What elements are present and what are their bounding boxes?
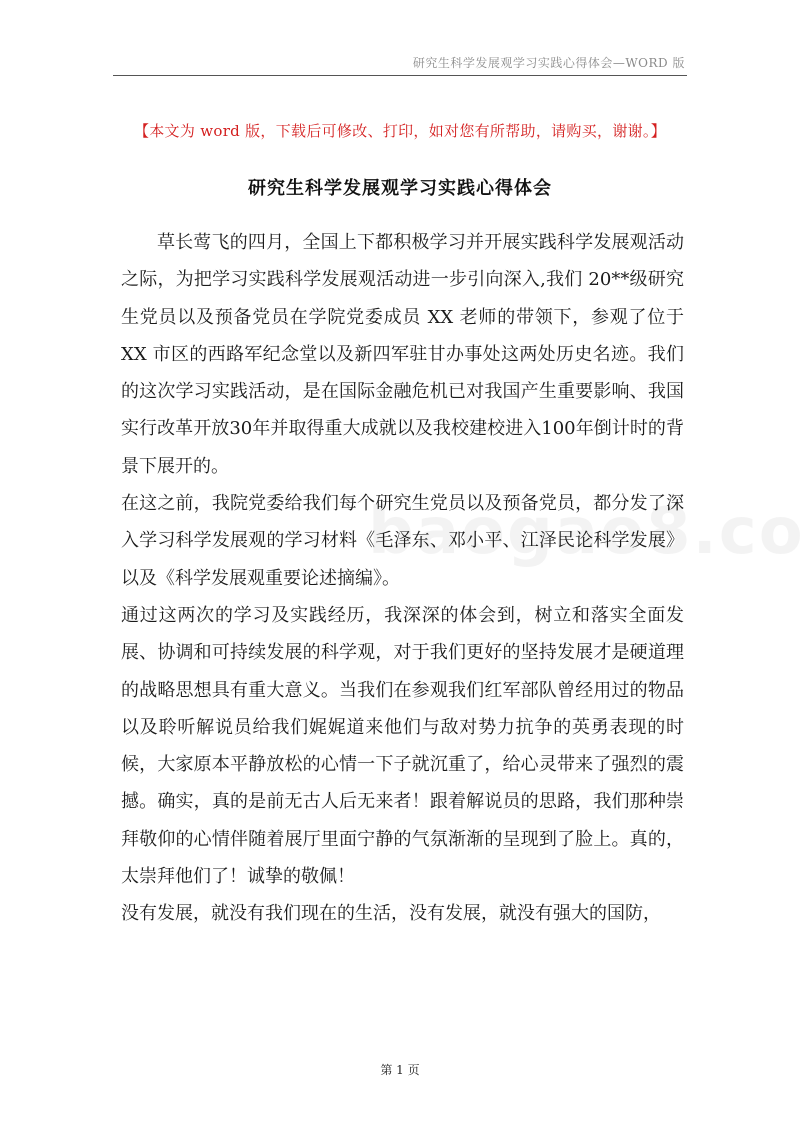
purchase-notice: 【本文为 word 版，下载后可修改、打印，如对您有所帮助，请购买，谢谢。】: [133, 122, 667, 140]
document-body: [121, 224, 684, 933]
paragraph: 通过这两次的学习及实践经历，我深深的体会到，树立和落实全面发展、协调和可持续发展的科学观，对于我们更好的坚持发展才是硬道理的战略思想具有重大意义。当我们在参观我们红军部队曾经用过的物品以及聆听解说员给我们娓娓道来他们与敌对势力抗争的英勇表现的时候，大家原本平静放松的心情一下子就沉重了，给心灵带来了强烈的震撼。确实，真的是前无古人后无来者！跟着解说员的思路，我们那种崇拜敬仰的心情伴随着展厅里面宁静的气氛渐渐的呈现到了脸上。真的，太崇拜他们了！诚挚的敬佩！: [121, 604, 684, 888]
header-divider: [113, 75, 687, 76]
page-number: 第 1 页: [380, 1063, 420, 1077]
paragraph: 没有发展，就没有我们现在的生活，没有发展，就没有强大的国防，: [121, 903, 661, 925]
document-title: 研究生科学发展观学习实践心得体会: [248, 178, 552, 199]
paragraph: 在这之前，我院党委给我们每个研究生党员以及预备党员，都分发了深入学习科学发展观的学习材料《毛泽东、邓小平、江泽民论科学发展》以及《科学发展观重要论述摘编》。: [121, 493, 684, 589]
paragraph: 草长莺飞的四月，全国上下都积极学习并开展实践科学发展观活动之际，为把学习实践科学发展观活动进一步引向深入,我们 20**级研究生党员以及预备党员在学院党委成员 XX 老师的带领下，参观了位于 XX 市区的西路军纪念堂以及新四军驻甘办事处这两处历史名迹。我们的这次学习实践活动，是在国际金融危机已对我国产生重要影响、我国实行改革开放30年并取得重大成就以及我校建校进入100年倒计时的背景下展开的。: [121, 232, 684, 477]
running-header: 研究生科学发展观学习实践心得体会—WORD 版: [412, 56, 685, 70]
